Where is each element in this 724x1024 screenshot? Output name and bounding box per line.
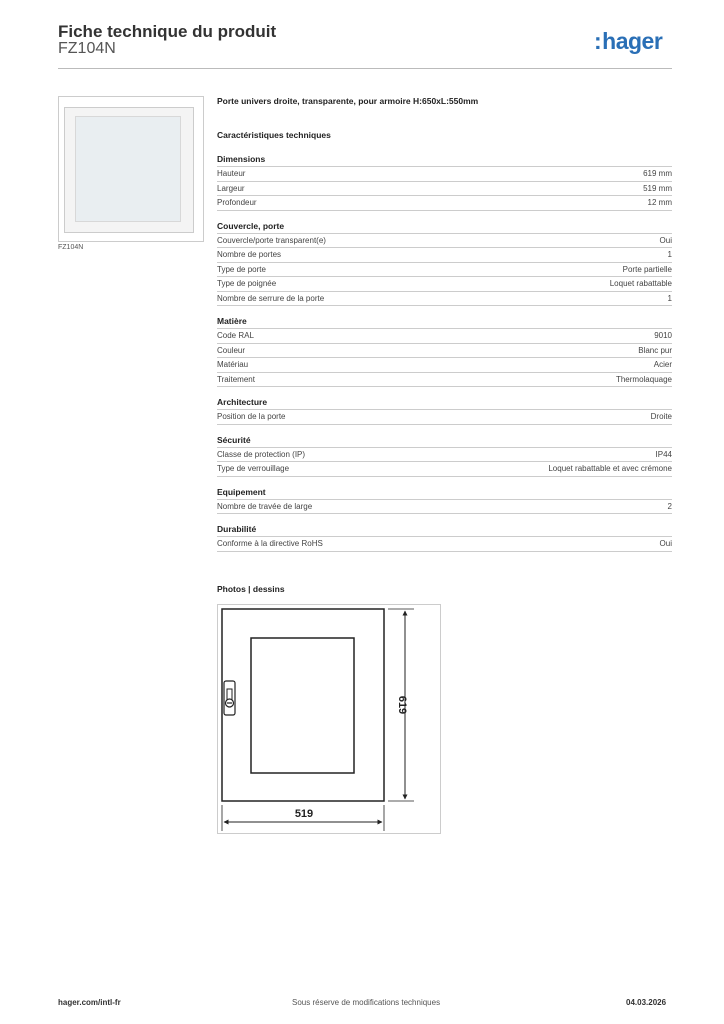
spec-value: 2 xyxy=(667,501,672,511)
spec-value: Droite xyxy=(650,412,672,421)
spec-rows xyxy=(217,233,672,307)
hager-logo: :hager xyxy=(594,28,663,54)
spec-value: Acier xyxy=(653,360,672,369)
spec-group-title: Matière xyxy=(217,316,247,326)
spec-label: Profondeur xyxy=(217,198,257,207)
spec-label: Nombre de portes xyxy=(217,250,282,259)
spec-value: 619 mm xyxy=(643,169,672,178)
spec-row xyxy=(217,166,672,181)
spec-row xyxy=(217,195,672,211)
spec-value: Loquet rabattable et avec crémone xyxy=(548,464,672,473)
spec-group-title: Architecture xyxy=(217,397,268,407)
thumbnail-caption: FZ104N xyxy=(58,244,84,251)
spec-value: Thermolaquage xyxy=(615,374,672,384)
spec-rows xyxy=(217,447,672,477)
thumbnail-door-window xyxy=(75,116,181,222)
spec-row xyxy=(217,536,672,552)
spec-row xyxy=(217,461,672,477)
footer-website: hager.com/intl-fr xyxy=(58,998,121,1007)
spec-label: Largeur xyxy=(217,183,245,193)
spec-value: 12 mm xyxy=(647,198,672,207)
width-dimension-label: 519 xyxy=(294,808,314,820)
spec-group-title: Equipement xyxy=(217,486,266,497)
spec-row xyxy=(217,343,672,358)
header-divider xyxy=(58,68,672,69)
spec-label: Type de poignée xyxy=(217,279,277,288)
spec-label: Nombre de travée de large xyxy=(217,501,313,511)
spec-value: Porte partielle xyxy=(622,264,672,274)
spec-row xyxy=(217,499,672,515)
spec-value: Loquet rabattable xyxy=(609,279,672,288)
spec-rows xyxy=(217,536,672,552)
spec-value: Oui xyxy=(659,235,672,245)
spec-value: 9010 xyxy=(654,331,672,340)
photos-title: Photos | dessins xyxy=(217,584,285,594)
spec-rows xyxy=(217,409,672,425)
spec-label: Code RAL xyxy=(217,331,254,340)
spec-group xyxy=(217,524,672,552)
spec-groups xyxy=(217,154,672,552)
page-title: Fiche technique du produit xyxy=(58,22,277,41)
spec-group xyxy=(217,435,672,477)
spec-group-title: Dimensions xyxy=(217,154,266,164)
spec-group xyxy=(217,221,672,307)
spec-value: Oui xyxy=(659,539,672,548)
spec-row xyxy=(217,447,672,462)
spec-row xyxy=(217,262,672,277)
spec-value: Blanc pur xyxy=(638,345,672,355)
spec-label: Type de verrouillage xyxy=(217,464,290,473)
spec-value: 1 xyxy=(667,250,672,259)
spec-rows xyxy=(217,499,672,515)
spec-rows xyxy=(217,328,672,387)
spec-row xyxy=(217,328,672,343)
spec-group xyxy=(217,316,672,387)
logo-text: hager xyxy=(602,28,663,54)
door-window xyxy=(251,638,354,773)
spec-row xyxy=(217,409,672,425)
spec-value: IP44 xyxy=(655,449,672,459)
spec-label: Traitement xyxy=(217,374,255,384)
spec-row xyxy=(217,233,672,248)
spec-label: Matériau xyxy=(217,360,249,369)
spec-group-title: Couvercle, porte xyxy=(217,220,285,231)
spec-row xyxy=(217,372,672,388)
spec-group xyxy=(217,397,672,425)
spec-label: Type de porte xyxy=(217,264,266,274)
spec-label: Hauteur xyxy=(217,169,246,178)
spec-label: Couleur xyxy=(217,345,246,355)
product-reference: FZ104N xyxy=(58,40,116,57)
height-dimension-label: 619 xyxy=(396,695,408,715)
spec-row xyxy=(217,181,672,196)
door-drawing-svg xyxy=(218,605,440,833)
spec-rows xyxy=(217,166,672,211)
spec-row xyxy=(217,291,672,307)
footer-date: 04.03.2026 xyxy=(626,998,667,1007)
tech-title: Caractéristiques techniques xyxy=(217,130,331,140)
technical-drawing xyxy=(217,604,441,834)
spec-label: Couvercle/porte transparent(e) xyxy=(217,235,326,245)
spec-group-title: Durabilité xyxy=(217,524,257,534)
spec-group xyxy=(217,154,672,211)
spec-row xyxy=(217,276,672,291)
spec-section xyxy=(217,96,672,552)
product-description: Porte univers droite, transparente, pour armoire H:650xL:550mm xyxy=(217,96,479,106)
thumbnail-door-frame xyxy=(64,107,194,233)
spec-label: Classe de protection (IP) xyxy=(217,449,306,459)
spec-label: Nombre de serrure de la porte xyxy=(217,293,325,303)
spec-label: Conforme à la directive RoHS xyxy=(217,539,323,548)
spec-row xyxy=(217,357,672,372)
spec-value: 519 mm xyxy=(643,183,672,193)
footer-notice: Sous réserve de modifications techniques xyxy=(292,998,441,1007)
spec-row xyxy=(217,247,672,262)
spec-group-title: Sécurité xyxy=(217,434,251,445)
product-thumbnail xyxy=(58,96,204,242)
spec-group xyxy=(217,487,672,515)
spec-label: Position de la porte xyxy=(217,412,286,421)
spec-value: 1 xyxy=(667,293,672,303)
